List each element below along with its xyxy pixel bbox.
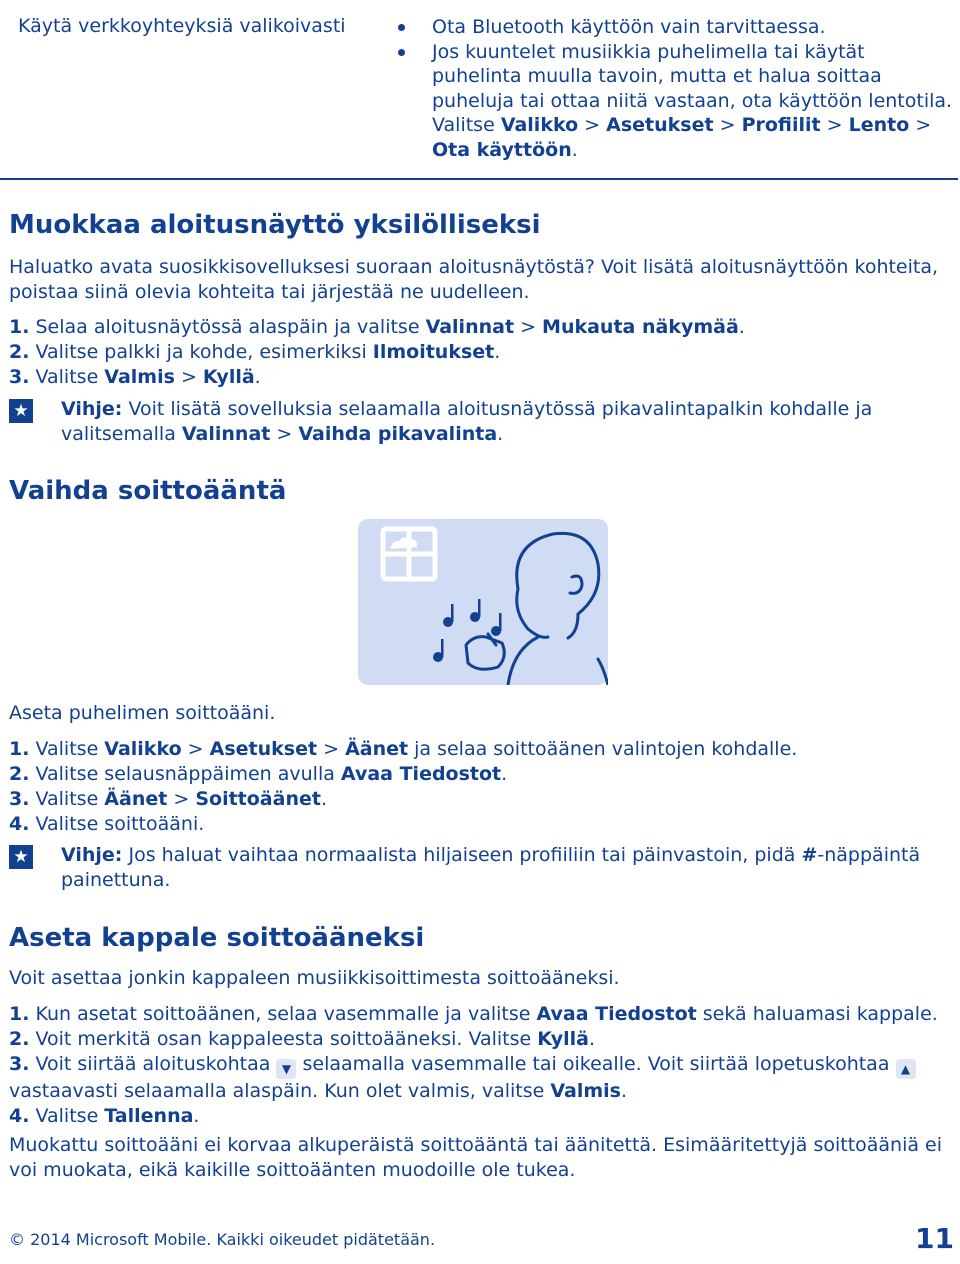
step-list xyxy=(9,737,797,837)
step-text: Voit siirtää aloituskohtaa xyxy=(29,1053,277,1075)
key-name: # xyxy=(801,844,818,866)
step-number: 1. xyxy=(9,738,30,760)
step-item xyxy=(9,315,745,340)
step-item xyxy=(9,340,745,365)
step-item xyxy=(9,1002,954,1027)
separator: > xyxy=(317,738,346,760)
separator: > xyxy=(909,114,932,136)
step-number: 4. xyxy=(9,1105,30,1127)
list-item xyxy=(398,40,958,163)
tip-body: -näppäintä painettuna. xyxy=(61,844,921,891)
bullet-dot xyxy=(398,49,405,56)
punctuation: . xyxy=(193,1105,200,1127)
bullet-text: Ota Bluetooth käyttöön vain tarvittaessa. xyxy=(432,16,826,38)
menu-path-item: Kyllä xyxy=(537,1028,589,1050)
up-marker-icon: ▲ xyxy=(896,1059,916,1079)
section-divider xyxy=(0,178,958,180)
separator: > xyxy=(514,316,543,338)
separator: > xyxy=(174,366,203,388)
punctuation: . xyxy=(497,423,504,445)
step-text: vastaavasti selaamalla alaspäin. Kun olet valmis, valitse xyxy=(9,1080,551,1102)
side-heading: Käytä verkkoyhteyksiä valikoivasti xyxy=(18,15,346,37)
menu-path-item: Asetukset xyxy=(606,114,714,136)
menu-path-item: Valmis xyxy=(104,366,175,388)
menu-path-item: Äänet xyxy=(345,738,409,760)
punctuation: . xyxy=(320,788,327,810)
down-marker-icon: ▼ xyxy=(276,1059,296,1079)
menu-path-item: Ota käyttöön xyxy=(432,138,572,161)
menu-path-item: Asetukset xyxy=(209,738,318,760)
step-item xyxy=(9,787,797,812)
step-item xyxy=(9,1052,954,1104)
separator: > xyxy=(181,738,210,760)
menu-path-item: Ilmoitukset xyxy=(372,341,495,363)
section-intro: Haluatko avata suosikkisovelluksesi suoraan aloitusnäytöstä? Voit lisätä aloitusnäyttöön kohteita, poistaa siinä olevia kohteita tai järjestää ne uudelleen. xyxy=(9,256,939,303)
menu-path-item: Valikko xyxy=(500,114,579,136)
tip-text xyxy=(61,843,959,893)
copyright-footer: © 2014 Microsoft Mobile. Kaikki oikeudet pidätetään. xyxy=(9,1230,436,1249)
step-number: 2. xyxy=(9,1028,30,1050)
step-text: Voit merkitä osan kappaleesta soittoääneksi. Valitse xyxy=(29,1028,538,1050)
step-list xyxy=(9,315,745,390)
section-outro: Muokattu soittoääni ei korvaa alkuperäistä soittoääntä tai äänitettä. Esimääritettyjä soittoääniä ei voi muokata, eikä kaikille soittoäänten muodoille ole tukea. xyxy=(9,1134,943,1181)
section-title: Vaihda soittoääntä xyxy=(9,476,287,506)
step-text: Selaa aloitusnäytössä alaspäin ja valitse xyxy=(29,316,426,338)
punctuation: . xyxy=(254,366,261,388)
step-text: Valitse selausnäppäimen avulla xyxy=(29,763,341,785)
menu-path-item: Valikko xyxy=(104,738,182,760)
bullet-text: Jos kuuntelet musiikkia puhelimella tai käytät puhelinta muulla tavoin, mutta et halua soittaa puheluja tai ottaa niitä vastaan, ota käyttöön lentotila. Valitse xyxy=(432,40,953,136)
separator: > xyxy=(270,423,299,445)
menu-path-item: Äänet xyxy=(104,788,168,810)
step-text: Valitse xyxy=(29,788,105,810)
step-item xyxy=(9,365,745,390)
menu-path-item: Valinnat xyxy=(425,316,515,338)
section-title: Muokkaa aloitusnäyttö yksilölliseksi xyxy=(9,210,541,240)
step-list xyxy=(9,1002,954,1129)
bullet-list xyxy=(398,15,958,162)
punctuation: . xyxy=(494,341,501,363)
menu-path-item: Lento xyxy=(848,114,910,136)
step-number: 4. xyxy=(9,813,30,835)
punctuation: . xyxy=(571,138,578,161)
section-title: Aseta kappale soittoääneksi xyxy=(9,923,425,953)
separator: > xyxy=(713,114,742,136)
menu-path-item: Mukauta näkymää xyxy=(542,316,739,338)
step-number: 1. xyxy=(9,316,30,338)
menu-path-item: Kyllä xyxy=(202,366,255,388)
punctuation: . xyxy=(589,1028,596,1050)
separator: > xyxy=(578,114,607,136)
step-text: Kun asetat soittoäänen, selaa vasemmalle ja valitse xyxy=(29,1003,537,1025)
menu-path-item: Avaa Tiedostot xyxy=(340,763,502,785)
step-number: 3. xyxy=(9,1053,30,1075)
star-icon: ★ xyxy=(9,845,33,869)
menu-path-item: Avaa Tiedostot xyxy=(536,1003,697,1025)
punctuation: . xyxy=(621,1080,628,1102)
step-number: 1. xyxy=(9,1003,30,1025)
tip-text xyxy=(61,397,959,447)
bullet-dot xyxy=(398,24,405,31)
step-item xyxy=(9,812,797,837)
step-item xyxy=(9,737,797,762)
menu-path-item: Soittoäänet xyxy=(195,788,321,810)
tip-body: Jos haluat vaihtaa normaalista hiljaiseen profiiliin tai päinvastoin, pidä xyxy=(122,844,802,866)
step-text: Valitse xyxy=(29,366,105,388)
step-item xyxy=(9,1027,954,1052)
menu-path-item: Vaihda pikavalinta xyxy=(298,423,498,445)
section-intro: Aseta puhelimen soittoääni. xyxy=(9,702,276,724)
page-number: 11 xyxy=(915,1222,954,1255)
step-text: Valitse palkki ja kohde, esimerkiksi xyxy=(29,341,373,363)
step-number: 2. xyxy=(9,341,30,363)
list-item xyxy=(398,15,958,40)
step-text: ja selaa soittoäänen valintojen kohdalle. xyxy=(408,738,798,760)
step-item xyxy=(9,1104,954,1129)
step-text: Valitse xyxy=(29,738,105,760)
ringtone-illustration xyxy=(358,519,608,685)
separator: > xyxy=(167,788,196,810)
menu-path-item: Valinnat xyxy=(181,423,271,445)
menu-path-item: Tallenna xyxy=(104,1105,194,1127)
step-number: 3. xyxy=(9,788,30,810)
menu-path-item: Profiilit xyxy=(741,114,821,136)
step-number: 3. xyxy=(9,366,30,388)
tip-label: Vihje: xyxy=(61,398,123,420)
step-item xyxy=(9,762,797,787)
tip-body: Voit lisätä sovelluksia selaamalla aloitusnäytössä pikavalintapalkin kohdalle ja valitsemalla xyxy=(61,398,873,445)
step-text: Valitse soittoääni. xyxy=(29,813,205,835)
punctuation: . xyxy=(501,763,508,785)
step-text: selaamalla vasemmalle tai oikealle. Voit siirtää lopetuskohtaa xyxy=(296,1053,896,1075)
menu-path-item: Valmis xyxy=(550,1080,621,1102)
step-text: Valitse xyxy=(29,1105,105,1127)
tip-label: Vihje: xyxy=(61,844,123,866)
punctuation: . xyxy=(738,316,745,338)
step-text: sekä haluamasi kappale. xyxy=(696,1003,938,1025)
star-icon: ★ xyxy=(9,399,33,423)
step-number: 2. xyxy=(9,763,30,785)
section-intro: Voit asettaa jonkin kappaleen musiikkisoittimesta soittoääneksi. xyxy=(9,967,620,989)
separator: > xyxy=(820,114,849,136)
